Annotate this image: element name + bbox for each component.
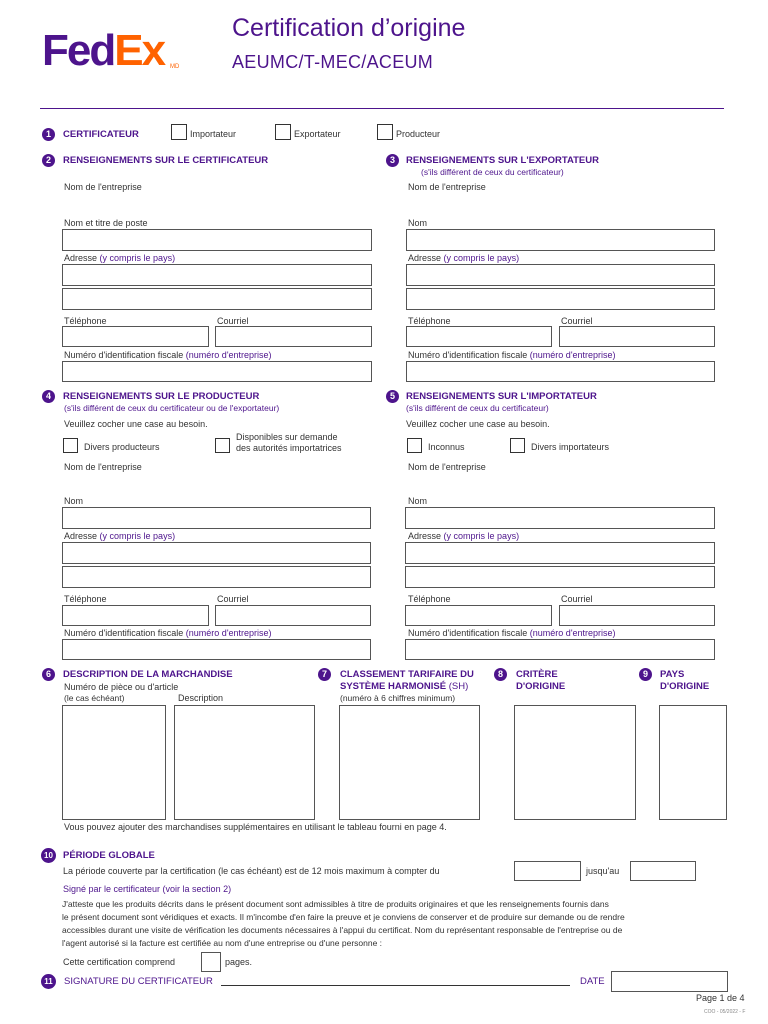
s2-phone-label: Téléphone [64, 316, 107, 326]
more-goods-note: Vous pouvez ajouter des marchandises supplémentaires en utilisant le tableau fourni en page 4. [64, 822, 447, 832]
section-number-1: 1 [42, 128, 55, 141]
country-of-origin-heading: PAYS D'ORIGINE [660, 669, 710, 692]
s2-company-label: Nom de l'entreprise [64, 182, 142, 192]
various-producers-checkbox[interactable] [63, 438, 78, 453]
s5-phone-field[interactable] [405, 605, 552, 626]
s5-address-field-2[interactable] [405, 566, 715, 588]
s6-part-note: (le cas échéant) [64, 693, 125, 703]
s3-tax-label: Numéro d'identification fiscale (numéro d'entreprise) [408, 350, 616, 360]
page-count-field[interactable] [201, 952, 221, 972]
s4-check-note: Veuillez cocher une case au besoin. [64, 419, 208, 429]
s5-email-label: Courriel [561, 594, 593, 604]
section-number-6: 6 [42, 668, 55, 681]
s4-note: (s'ils différent de ceux du certificateur ou de l'exportateur) [64, 403, 280, 413]
s4-name-label: Nom [64, 496, 84, 506]
date-field[interactable] [611, 971, 728, 992]
s2-address-field-1[interactable] [62, 264, 372, 286]
s5-tax-label: Numéro d'identification fiscale (numéro d'entreprise) [408, 628, 616, 638]
s5-phone-label: Téléphone [408, 594, 451, 604]
various-producers-label: Divers producteurs [84, 442, 160, 452]
goods-description-heading: DESCRIPTION DE LA MARCHANDISE [63, 669, 233, 680]
s4-address-label: Adresse (y compris le pays) [64, 531, 176, 541]
s6-part-label: Numéro de pièce ou d'article [64, 682, 179, 692]
producer-checkbox[interactable] [377, 124, 393, 140]
s3-phone-field[interactable] [406, 326, 552, 347]
s2-address-field-2[interactable] [62, 288, 372, 310]
until-label: jusqu'au [586, 866, 620, 876]
fedex-logo: FedEx [42, 26, 165, 75]
unknown-importers-checkbox[interactable] [407, 438, 422, 453]
pages-label: pages. [225, 957, 253, 967]
available-on-request-label: Disponibles sur demande des autorités importatrices [236, 432, 342, 453]
country-of-origin-field[interactable] [659, 705, 727, 820]
page-number: Page 1 de 4 [696, 993, 745, 1003]
date-label: DATE [580, 976, 605, 987]
s5-name-field[interactable] [405, 507, 715, 529]
hs-classification-heading: CLASSEMENT TARIFAIRE DU SYSTÈME HARMONISÉ (SH) [340, 669, 474, 692]
s3-address-field-1[interactable] [406, 264, 715, 286]
producer-label: Producteur [396, 129, 441, 139]
s2-name-title-field[interactable] [62, 229, 372, 251]
hs-code-field[interactable] [339, 705, 480, 820]
s3-address-field-2[interactable] [406, 288, 715, 310]
signature-heading: SIGNATURE DU CERTIFICATEUR [64, 976, 213, 987]
s5-company-label: Nom de l'entreprise [408, 462, 486, 472]
s2-address-label: Adresse (y compris le pays) [64, 253, 176, 263]
s2-tax-field[interactable] [62, 361, 372, 382]
s3-company-field[interactable] [406, 194, 715, 211]
unknown-importers-label: Inconnus [428, 442, 465, 452]
s7-note: (numéro à 6 chiffres minimum) [340, 693, 456, 703]
s3-name-field[interactable] [406, 229, 715, 251]
s4-address-field-1[interactable] [62, 542, 371, 564]
s5-note: (s'ils différent de ceux du certificateur) [406, 403, 549, 413]
s2-phone-field[interactable] [62, 326, 209, 347]
form-code: COO - 05/2022 - F [704, 1009, 746, 1015]
s5-name-label: Nom [408, 496, 428, 506]
page-subtitle: AEUMC/T-MEC/ACEUM [232, 52, 434, 72]
s4-company-label: Nom de l'entreprise [64, 462, 142, 472]
s4-address-field-2[interactable] [62, 566, 371, 588]
header-divider [40, 108, 724, 109]
s3-note: (s'ils différent de ceux du certificateur) [421, 167, 564, 177]
description-field[interactable] [174, 705, 315, 820]
importer-checkbox[interactable] [171, 124, 187, 140]
s5-email-field[interactable] [559, 605, 715, 626]
exporter-label: Exportateur [294, 129, 341, 139]
s4-tax-field[interactable] [62, 639, 371, 660]
s2-name-title-label: Nom et titre de poste [64, 218, 148, 228]
s5-address-field-1[interactable] [405, 542, 715, 564]
section-number-10: 10 [41, 848, 56, 863]
s3-name-label: Nom [408, 218, 428, 228]
period-text: La période couverte par la certification (le cas échéant) est de 12 mois maximum à compter du [63, 866, 440, 876]
blanket-period-heading: PÉRIODE GLOBALE [63, 850, 155, 861]
logo-trademark: MD [170, 64, 180, 70]
section-number-8: 8 [494, 668, 507, 681]
importer-label: Importateur [190, 129, 237, 139]
s2-email-field[interactable] [215, 326, 372, 347]
section-number-7: 7 [318, 668, 331, 681]
s3-email-label: Courriel [561, 316, 593, 326]
period-from-field[interactable] [514, 861, 581, 881]
various-importers-checkbox[interactable] [510, 438, 525, 453]
section-number-3: 3 [386, 154, 399, 167]
s6-description-label: Description [178, 693, 224, 703]
s4-phone-field[interactable] [62, 605, 209, 626]
section-number-2: 2 [42, 154, 55, 167]
s2-company-field[interactable] [62, 194, 372, 211]
importer-info-heading: RENSEIGNEMENTS SUR L'IMPORTATEUR [406, 391, 597, 402]
s2-tax-label: Numéro d'identification fiscale (numéro d'entreprise) [64, 350, 272, 360]
signed-by-label: Signé par le certificateur (voir la section 2) [63, 884, 232, 894]
section-number-9: 9 [639, 668, 652, 681]
s3-address-label: Adresse (y compris le pays) [408, 253, 520, 263]
s3-company-label: Nom de l'entreprise [408, 182, 486, 192]
certifier-info-heading: RENSEIGNEMENTS SUR LE CERTIFICATEUR [63, 155, 269, 166]
s3-tax-field[interactable] [406, 361, 715, 382]
period-to-field[interactable] [630, 861, 696, 881]
section-number-4: 4 [42, 390, 55, 403]
s5-check-note: Veuillez cocher une case au besoin. [406, 419, 550, 429]
section-number-11: 11 [41, 974, 56, 989]
s4-email-label: Courriel [217, 594, 249, 604]
page-title: Certification d’origine [232, 14, 466, 42]
s2-email-label: Courriel [217, 316, 249, 326]
s4-phone-label: Téléphone [64, 594, 107, 604]
s4-email-field[interactable] [215, 605, 371, 626]
comprises-label: Cette certification comprend [63, 957, 176, 967]
available-on-request-checkbox[interactable] [215, 438, 230, 453]
various-importers-label: Divers importateurs [531, 442, 610, 452]
signature-line[interactable] [221, 985, 570, 986]
s4-name-field[interactable] [62, 507, 371, 529]
s5-address-label: Adresse (y compris le pays) [408, 531, 520, 541]
attestation-text: J'atteste que les produits décrits dans le présent document sont admissibles à titre de produits originaires et que les renseignements fournis dans le présent document sont véridiques et exacts. Il m'incombe d'en faire la preuve et je conviens de conserver et de produire sur demande ou de rendre accessibles durant une visite de vérification les documents nécessaires à l'appui du certificat. Nom du représentant responsable de l'entreprise ou de l'agent autorisé si la facture est certifiée au nom d'une entreprise ou d'une personne : [62, 899, 625, 948]
s4-tax-label: Numéro d'identification fiscale (numéro d'entreprise) [64, 628, 272, 638]
exporter-info-heading: RENSEIGNEMENTS SUR L'EXPORTATEUR [406, 155, 599, 166]
producer-info-heading: RENSEIGNEMENTS SUR LE PRODUCTEUR [63, 391, 260, 402]
certifier-heading: CERTIFICATEUR [63, 129, 139, 140]
s3-phone-label: Téléphone [408, 316, 451, 326]
origin-criterion-heading: CRITÈRE D'ORIGINE [516, 669, 566, 692]
origin-criterion-field[interactable] [514, 705, 636, 820]
section-number-5: 5 [386, 390, 399, 403]
exporter-checkbox[interactable] [275, 124, 291, 140]
s3-email-field[interactable] [559, 326, 715, 347]
s5-tax-field[interactable] [405, 639, 715, 660]
part-number-field[interactable] [62, 705, 166, 820]
